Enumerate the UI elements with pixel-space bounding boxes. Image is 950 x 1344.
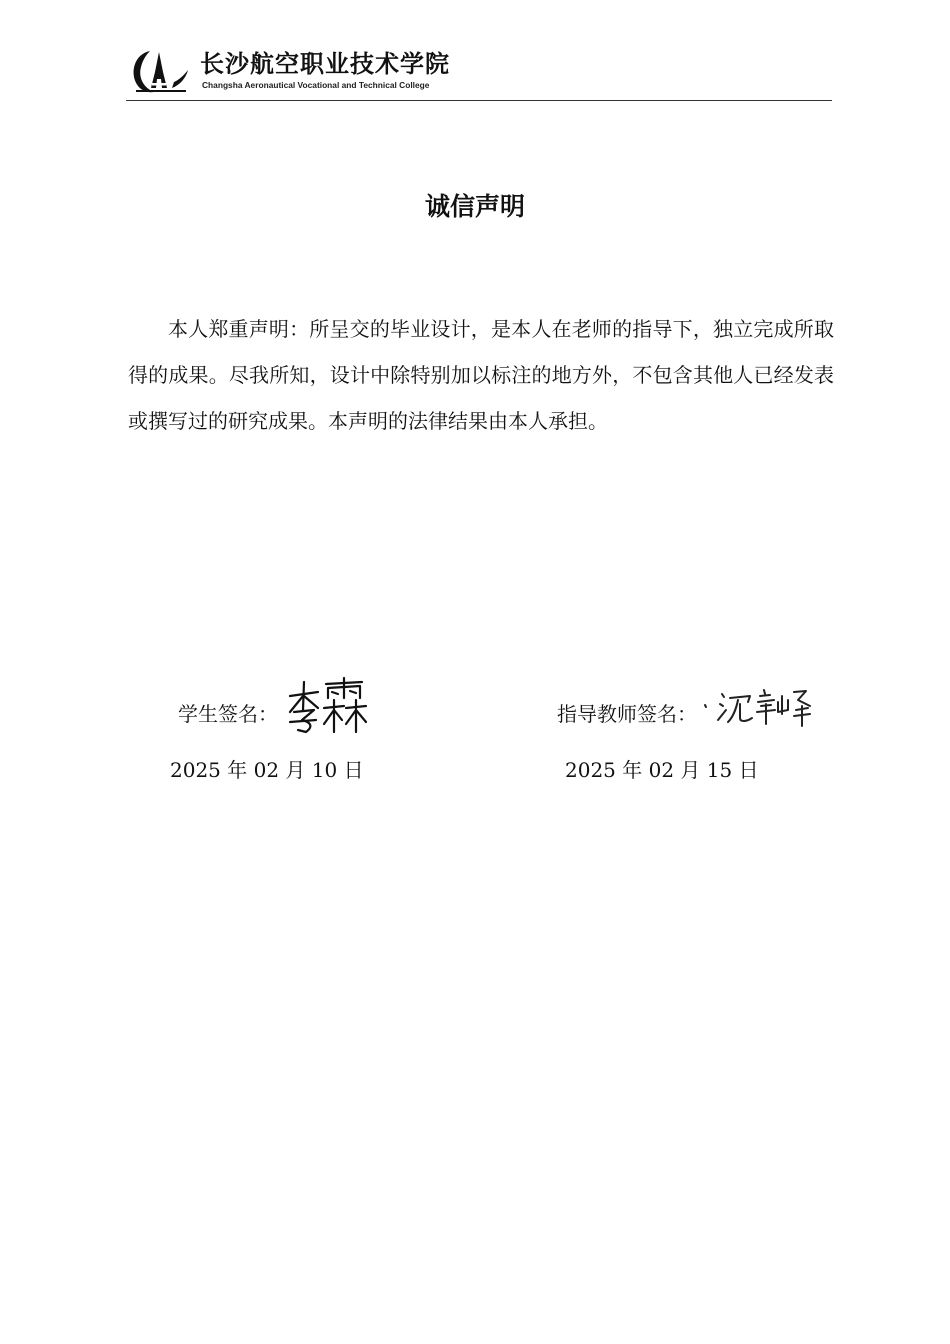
advisor-signature-image: [702, 686, 816, 730]
statement-paragraph: 本人郑重声明：所呈交的毕业设计，是本人在老师的指导下，独立完成所取得的成果。尽我所知，设计中除特别加以标注的地方外，不包含其他人已经发表或撰写过的研究成果。本声明的法律结果由本人承担。: [128, 317, 834, 433]
school-name-cn: 长沙航空职业技术学院: [200, 50, 450, 78]
student-signature-image: [284, 674, 370, 736]
page-title: 诚信声明: [424, 192, 525, 221]
advisor-signature-label: 指导教师签名：: [557, 702, 697, 726]
advisor-signature-date: 2025 年 02 月 15 日: [565, 758, 759, 782]
student-signature-label: 学生签名：: [178, 702, 278, 726]
student-signature-date: 2025 年 02 月 10 日: [170, 758, 364, 782]
page-header: [126, 44, 832, 101]
school-name-en: Changsha Aeronautical Vocational and Technical College: [202, 80, 430, 90]
school-logo-icon: [128, 48, 194, 94]
